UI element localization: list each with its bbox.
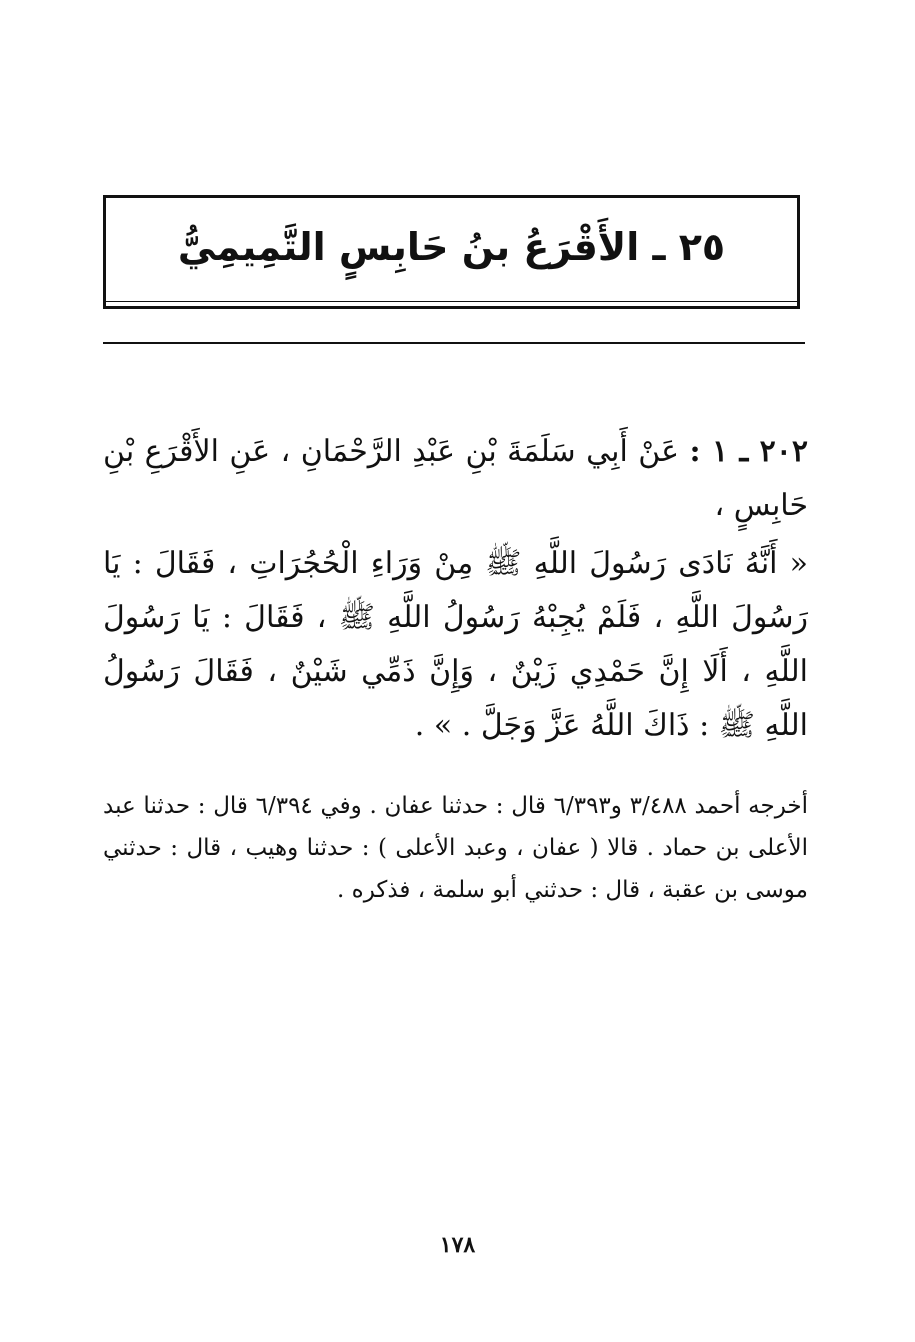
takhrij-text: أخرجه أحمد ٣/٤٨٨ و٦/٣٩٣ قال : حدثنا عفان . وفي ٦/٣٩٤ قال : حدثنا عبد الأعلى بن حماد . قالا ( عفان ، وعبد الأعلى ) : حدثنا وهيب ، قال : حدثني موسى بن عقبة ، قال : حدثني أبو سلمة ، فذكره . [103, 793, 808, 903]
hadith-block [103, 425, 808, 753]
takhrij-note [103, 785, 808, 911]
chapter-title-box [103, 195, 800, 309]
hadith-isnad: عَنْ أَبِي سَلَمَةَ بْنِ عَبْدِ الرَّحْمَانِ ، عَنِ الأَقْرَعِ بْنِ حَابِسٍ ، [103, 434, 808, 523]
chapter-title: ٢٥ ـ الأَقْرَعُ بنُ حَابِسٍ التَّمِيمِيُّ [177, 225, 726, 269]
hadith-matn: « أَنَّهُ نَادَى رَسُولَ اللَّهِ ﷺ مِنْ وَرَاءِ الْحُجُرَاتِ ، فَقَالَ : يَا رَسُولَ اللَّهِ ، فَلَمْ يُجِبْهُ رَسُولُ اللَّهِ ﷺ ، فَقَالَ : يَا رَسُولَ اللَّهِ ، أَلَا إِنَّ حَمْدِي زَيْنٌ ، وَإِنَّ ذَمِّي شَيْنٌ ، فَقَالَ رَسُولُ اللَّهِ ﷺ : ذَاكَ اللَّهُ عَزَّ وَجَلَّ . » . [103, 546, 808, 743]
title-divider [103, 342, 805, 344]
hadith-number: ٢٠٢ ـ ١ : [689, 434, 808, 469]
page-number: ١٧٨ [439, 1232, 476, 1258]
hadith-isnad-line [103, 425, 808, 533]
